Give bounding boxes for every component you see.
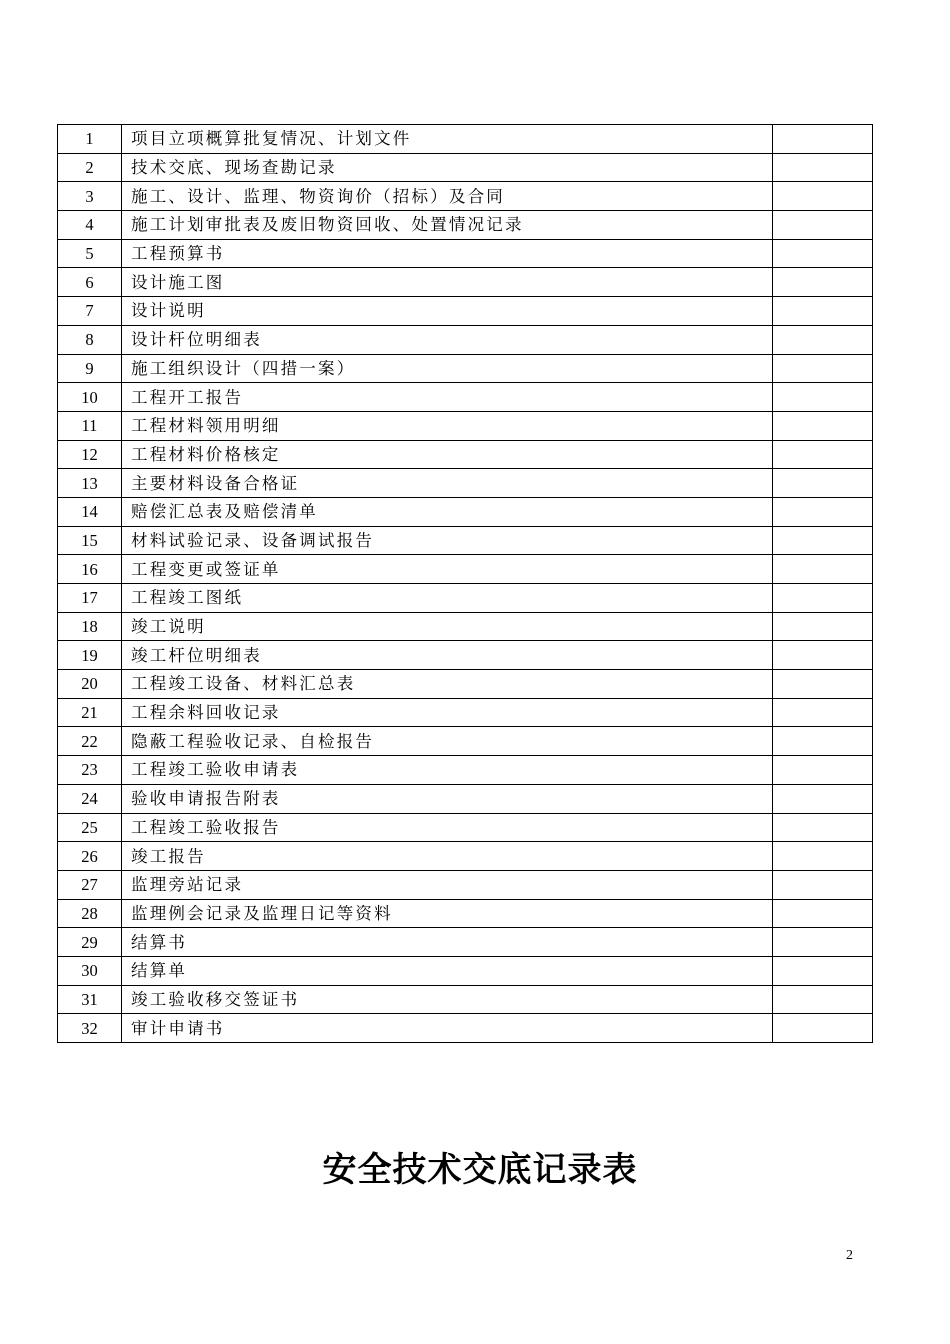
document-name-cell: 监理例会记录及监理日记等资料 (122, 899, 773, 928)
document-name-cell: 工程开工报告 (122, 383, 773, 412)
remark-cell (773, 325, 873, 354)
table-row (58, 813, 873, 842)
remark-cell (773, 383, 873, 412)
table-row (58, 985, 873, 1014)
row-number-cell: 3 (58, 182, 122, 211)
remark-cell (773, 727, 873, 756)
document-name-cell: 工程预算书 (122, 239, 773, 268)
remark-cell (773, 641, 873, 670)
row-number-cell: 29 (58, 928, 122, 957)
row-number-cell: 12 (58, 440, 122, 469)
row-number-cell: 27 (58, 870, 122, 899)
row-number-cell: 6 (58, 268, 122, 297)
document-name-cell: 设计杆位明细表 (122, 325, 773, 354)
table-row (58, 325, 873, 354)
row-number-cell: 9 (58, 354, 122, 383)
remark-cell (773, 555, 873, 584)
page-number: 2 (846, 1248, 853, 1263)
remark-cell (773, 842, 873, 871)
remark-cell (773, 899, 873, 928)
row-number-cell: 19 (58, 641, 122, 670)
remark-cell (773, 612, 873, 641)
remark-cell (773, 985, 873, 1014)
remark-cell (773, 411, 873, 440)
table-row (58, 928, 873, 957)
remark-cell (773, 526, 873, 555)
table-row (58, 727, 873, 756)
row-number-cell: 16 (58, 555, 122, 584)
row-number-cell: 4 (58, 211, 122, 240)
table-row (58, 354, 873, 383)
remark-cell (773, 239, 873, 268)
document-name-cell: 项目立项概算批复情况、计划文件 (122, 125, 773, 154)
row-number-cell: 32 (58, 1014, 122, 1043)
document-name-cell: 工程竣工设备、材料汇总表 (122, 670, 773, 699)
table-row (58, 756, 873, 785)
row-number-cell: 13 (58, 469, 122, 498)
table-row (58, 125, 873, 154)
row-number-cell: 20 (58, 670, 122, 699)
document-name-cell: 工程材料领用明细 (122, 411, 773, 440)
row-number-cell: 30 (58, 956, 122, 985)
row-number-cell: 18 (58, 612, 122, 641)
remark-cell (773, 928, 873, 957)
table-row (58, 584, 873, 613)
row-number-cell: 1 (58, 125, 122, 154)
remark-cell (773, 440, 873, 469)
row-number-cell: 15 (58, 526, 122, 555)
document-name-cell: 工程余料回收记录 (122, 698, 773, 727)
document-name-cell: 施工、设计、监理、物资询价（招标）及合同 (122, 182, 773, 211)
document-name-cell: 施工计划审批表及废旧物资回收、处置情况记录 (122, 211, 773, 240)
document-name-cell: 工程竣工验收报告 (122, 813, 773, 842)
table-row (58, 612, 873, 641)
document-name-cell: 设计说明 (122, 297, 773, 326)
row-number-cell: 22 (58, 727, 122, 756)
table-row (58, 526, 873, 555)
row-number-cell: 2 (58, 153, 122, 182)
row-number-cell: 21 (58, 698, 122, 727)
remark-cell (773, 497, 873, 526)
table-row (58, 440, 873, 469)
document-name-cell: 技术交底、现场查勘记录 (122, 153, 773, 182)
document-name-cell: 工程材料价格核定 (122, 440, 773, 469)
row-number-cell: 26 (58, 842, 122, 871)
table-row (58, 182, 873, 211)
table-row (58, 297, 873, 326)
remark-cell (773, 153, 873, 182)
row-number-cell: 25 (58, 813, 122, 842)
document-name-cell: 主要材料设备合格证 (122, 469, 773, 498)
remark-cell (773, 297, 873, 326)
remark-cell (773, 670, 873, 699)
table-row (58, 670, 873, 699)
table-row (58, 497, 873, 526)
remark-cell (773, 354, 873, 383)
table-row (58, 1014, 873, 1043)
table-row (58, 268, 873, 297)
document-name-cell: 结算单 (122, 956, 773, 985)
row-number-cell: 24 (58, 784, 122, 813)
document-name-cell: 竣工验收移交签证书 (122, 985, 773, 1014)
document-name-cell: 竣工报告 (122, 842, 773, 871)
row-number-cell: 5 (58, 239, 122, 268)
remark-cell (773, 268, 873, 297)
table-row (58, 555, 873, 584)
table-row (58, 641, 873, 670)
row-number-cell: 23 (58, 756, 122, 785)
document-name-cell: 工程竣工验收申请表 (122, 756, 773, 785)
row-number-cell: 8 (58, 325, 122, 354)
row-number-cell: 31 (58, 985, 122, 1014)
remark-cell (773, 870, 873, 899)
table-row (58, 899, 873, 928)
document-name-cell: 材料试验记录、设备调试报告 (122, 526, 773, 555)
table-row (58, 469, 873, 498)
remark-cell (773, 784, 873, 813)
document-name-cell: 赔偿汇总表及赔偿清单 (122, 497, 773, 526)
section-title: 安全技术交底记录表 (322, 1150, 638, 1190)
document-name-cell: 监理旁站记录 (122, 870, 773, 899)
remark-cell (773, 584, 873, 613)
document-name-cell: 设计施工图 (122, 268, 773, 297)
document-name-cell: 结算书 (122, 928, 773, 957)
table-row (58, 956, 873, 985)
document-name-cell: 工程竣工图纸 (122, 584, 773, 613)
document-name-cell: 审计申请书 (122, 1014, 773, 1043)
remark-cell (773, 698, 873, 727)
remark-cell (773, 813, 873, 842)
remark-cell (773, 469, 873, 498)
table-row (58, 842, 873, 871)
document-name-cell: 竣工说明 (122, 612, 773, 641)
row-number-cell: 17 (58, 584, 122, 613)
table-row (58, 411, 873, 440)
row-number-cell: 28 (58, 899, 122, 928)
archive-checklist-table (57, 124, 873, 1043)
document-name-cell: 隐蔽工程验收记录、自检报告 (122, 727, 773, 756)
row-number-cell: 14 (58, 497, 122, 526)
table-row (58, 153, 873, 182)
remark-cell (773, 125, 873, 154)
remark-cell (773, 956, 873, 985)
table-body (58, 125, 873, 1043)
remark-cell (773, 756, 873, 785)
document-name-cell: 施工组织设计（四措一案） (122, 354, 773, 383)
document-name-cell: 验收申请报告附表 (122, 784, 773, 813)
row-number-cell: 11 (58, 411, 122, 440)
remark-cell (773, 1014, 873, 1043)
document-name-cell: 工程变更或签证单 (122, 555, 773, 584)
table-row (58, 211, 873, 240)
table-row (58, 383, 873, 412)
remark-cell (773, 182, 873, 211)
row-number-cell: 10 (58, 383, 122, 412)
remark-cell (773, 211, 873, 240)
table-row (58, 870, 873, 899)
table-row (58, 784, 873, 813)
table-row (58, 698, 873, 727)
table-row (58, 239, 873, 268)
document-name-cell: 竣工杆位明细表 (122, 641, 773, 670)
row-number-cell: 7 (58, 297, 122, 326)
